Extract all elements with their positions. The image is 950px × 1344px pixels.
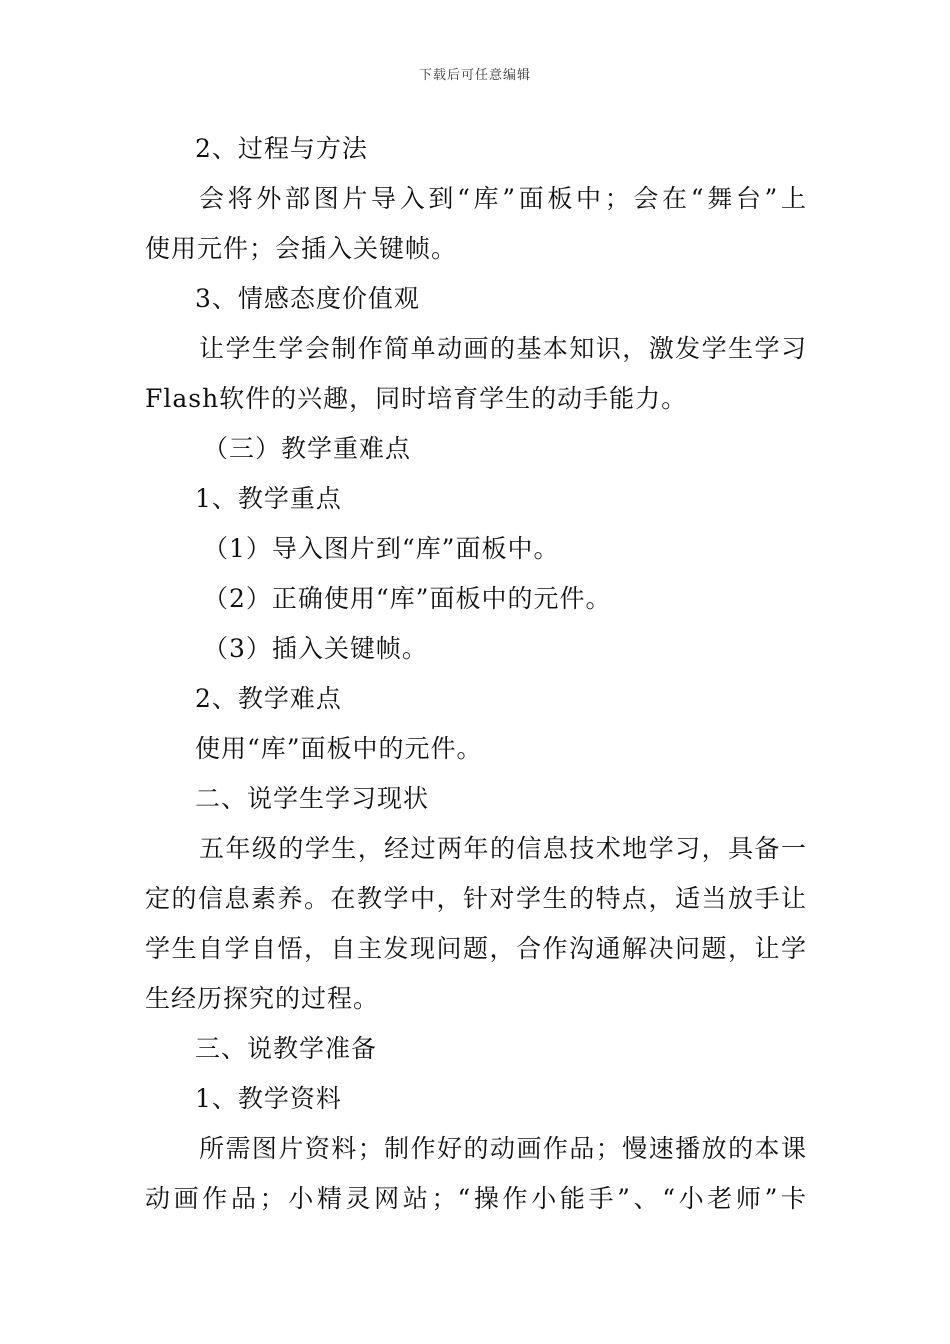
section-heading: 二、说学生学习现状 [195,784,430,813]
section-heading: 三、说教学准备 [195,1034,378,1063]
section-heading: 1、教学重点 [195,484,342,513]
paragraph-line: 使用“库”面板中的元件。 [195,734,483,763]
section-heading: 2、过程与方法 [195,134,368,163]
page-header-note: 下载后可任意编辑 [418,68,531,83]
paragraph-line: Flash软件的兴趣，同时培育学生的动手能力。 [145,384,688,413]
paragraph-line: 所需图片资料；制作好的动画作品；慢速播放的本课 [199,1134,807,1163]
section-heading: （三）教学重难点 [203,434,412,463]
section-heading: 2、教学难点 [195,684,342,713]
document-body [145,124,807,1224]
list-item: （3）插入关键帧。 [203,634,428,663]
paragraph-line: 使用元件；会插入关键帧。 [145,234,458,263]
paragraph-line: 五年级的学生，经过两年的信息技术地学习，具备一 [199,834,807,863]
section-heading: 3、情感态度价值观 [195,284,420,313]
paragraph-line: 动画作品；小精灵网站；“操作小能手”、“小老师”卡 [145,1184,807,1213]
list-item: （1）导入图片到“库”面板中。 [203,534,560,563]
section-heading: 1、教学资料 [195,1084,342,1113]
paragraph-line: 定的信息素养。在教学中，针对学生的特点，适当放手让 [145,884,807,913]
paragraph-line: 让学生学会制作简单动画的基本知识，激发学生学习 [199,334,807,363]
paragraph-line: 学生自学自悟，自主发现问题，合作沟通解决问题，让学 [145,934,807,963]
list-item: （2）正确使用“库”面板中的元件。 [203,584,612,613]
paragraph-line: 生经历探究的过程。 [145,984,380,1013]
paragraph-line: 会将外部图片导入到“库”面板中；会在“舞台”上 [199,184,807,213]
